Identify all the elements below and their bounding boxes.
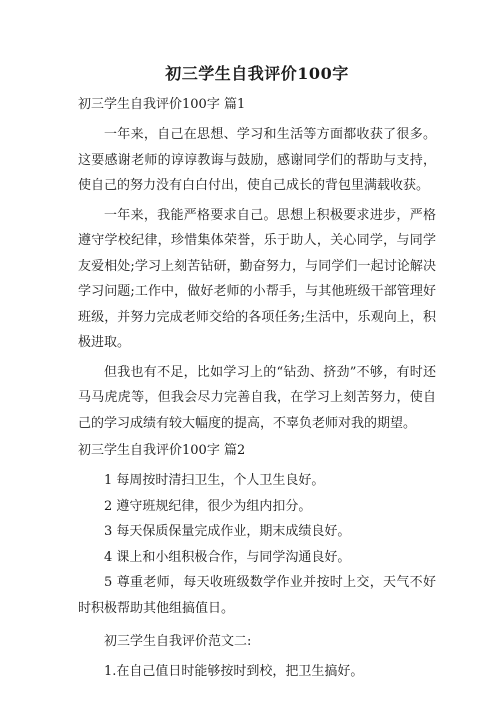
page-title: 初三学生自我评价100字 xyxy=(165,64,349,83)
section-1-paragraph-3: 但我也有不足，比如学习上的“钻劲、挤劲”不够，有时还马马虎虎等，但我会尽力完善自我，在学习上刻苦努力，使自己的学习成绩有较大幅度的提高，不辜负老师对我的期望。 xyxy=(78,364,436,431)
spacer xyxy=(78,621,436,629)
section-1-paragraph-2: 一年来，我能严格要求自己。思想上积极要求进步，严格遵守学校纪律，珍惜集体荣誉，乐于助人，关心同学，与同学友爱相处;学习上刻苦钻研，勤奋努力，与同学们一起讨论解决学习问题;工作中，做好老师的小帮手，与其他班级干部管理好班级，并努力完成老师交给的各项任务;生活中，乐观向上，积极进取。 xyxy=(78,207,436,350)
section-2-heading: 初三学生自我评价100字 篇2 xyxy=(78,443,246,458)
section-2-item-1: 1 每周按时清扫卫生，个人卫生良好。 xyxy=(104,473,325,488)
section-2-item-3: 3 每天保质保量完成作业，期末成绩良好。 xyxy=(104,524,351,539)
section-3-item-1: 1.在自己值日时能够按时到校，把卫生搞好。 xyxy=(104,663,364,679)
section-3-heading: 初三学生自我评价范文二: xyxy=(104,634,252,649)
section-2-item-2: 2 遵守班规纪律，很少为组内扣分。 xyxy=(104,498,312,514)
section-1-heading: 初三学生自我评价100字 篇1 xyxy=(78,97,246,112)
section-1-paragraph-1: 一年来，自己在思想、学习和生活等方面都收获了很多。这要感谢老师的谆谆教诲与鼓励，感谢同学们的帮助与支持，使自己的努力没有白白付出，使自己成长的背包里满载收获。 xyxy=(78,127,436,193)
section-2-item-5: 5 尊重老师，每天收班级数学作业并按时上交，天气不好时积极帮助其他组搞值日。 xyxy=(78,575,436,616)
section-2-item-4: 4 课上和小组积极合作，与同学沟通良好。 xyxy=(104,549,351,565)
